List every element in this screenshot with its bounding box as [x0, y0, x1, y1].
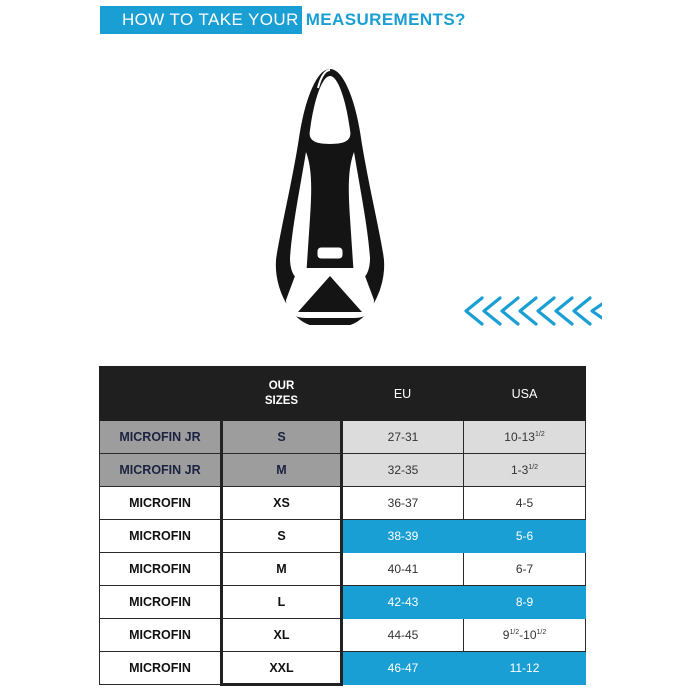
eu-size-cell: 38-39 — [342, 520, 464, 553]
model-cell: MICROFIN JR — [100, 421, 222, 454]
eu-size-cell: 32-35 — [342, 454, 464, 487]
header-usa: USA — [464, 367, 586, 421]
size-cell: M — [222, 553, 342, 586]
table-header-row — [100, 367, 586, 421]
size-cell: L — [222, 586, 342, 619]
eu-size-cell: 36-37 — [342, 487, 464, 520]
header-our-sizes — [222, 367, 342, 421]
header-eu: EU — [342, 367, 464, 421]
usa-size-cell: 8-9 — [464, 586, 586, 619]
usa-size-cell: 5-6 — [464, 520, 586, 553]
table-row — [100, 553, 586, 586]
usa-size-cell: 4-5 — [464, 487, 586, 520]
size-cell: S — [222, 421, 342, 454]
header-sizes-line1: OUR — [268, 379, 295, 392]
table-row — [100, 487, 586, 520]
eu-size-cell: 40-41 — [342, 553, 464, 586]
model-cell: MICROFIN JR — [100, 454, 222, 487]
model-cell: MICROFIN — [100, 586, 222, 619]
header-sizes-line2: SIZES — [264, 394, 299, 407]
model-cell: MICROFIN — [100, 652, 222, 685]
size-chart-table — [99, 366, 586, 686]
eu-size-cell: 27-31 — [342, 421, 464, 454]
header-model — [100, 367, 222, 421]
model-cell: MICROFIN — [100, 520, 222, 553]
page-title — [0, 6, 466, 34]
table-row — [100, 619, 586, 652]
usa-size-cell: $9^{1/2}-10^{1/2}$ — [464, 619, 586, 652]
title-plain: HOW TO TAKE YOUR — [100, 6, 302, 34]
size-cell: XS — [222, 487, 342, 520]
model-cell: MICROFIN — [100, 487, 222, 520]
model-cell: MICROFIN — [100, 553, 222, 586]
size-cell: XXL — [222, 652, 342, 685]
table-row — [100, 520, 586, 553]
size-cell: XL — [222, 619, 342, 652]
table-row — [100, 586, 586, 619]
usa-size-cell: 6-7 — [464, 553, 586, 586]
usa-size-cell: 11-12 — [464, 652, 586, 685]
table-row — [100, 421, 586, 454]
double-chevron-left-arrows — [462, 294, 602, 328]
title-bold: MEASUREMENTS? — [305, 10, 466, 29]
usa-size-cell: $1-3^{1/2}$ — [464, 454, 586, 487]
usa-size-cell: $10-13^{1/2}$ — [464, 421, 586, 454]
eu-size-cell: 44-45 — [342, 619, 464, 652]
eu-size-cell: 42-43 — [342, 586, 464, 619]
model-cell: MICROFIN — [100, 619, 222, 652]
size-cell: S — [222, 520, 342, 553]
table-row — [100, 652, 586, 685]
swim-fin-icon — [270, 68, 390, 330]
eu-size-cell: 46-47 — [342, 652, 464, 685]
table-row — [100, 454, 586, 487]
size-cell: M — [222, 454, 342, 487]
